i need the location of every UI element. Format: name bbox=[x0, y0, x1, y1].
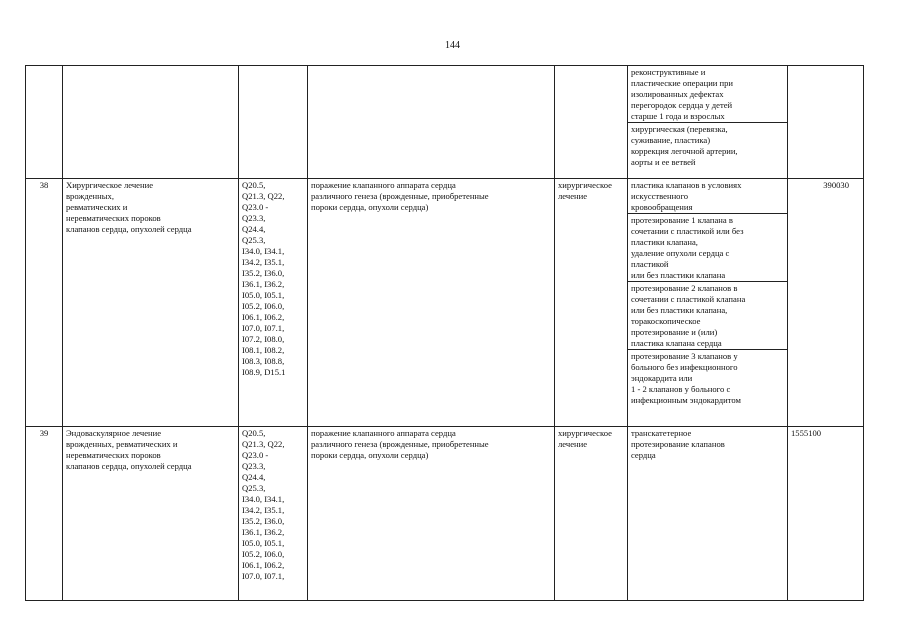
row-number: 39 bbox=[26, 427, 63, 601]
table-row bbox=[26, 66, 864, 179]
row-number bbox=[26, 66, 63, 179]
cost-value: 390030 bbox=[788, 179, 864, 427]
treatment-methods bbox=[628, 179, 788, 427]
treatment-type: хирургическое лечение bbox=[555, 179, 628, 427]
treatment-method: реконструктивные и пластические операции при изолированных дефектах перегородок сердца у детей старше 1 года и взрослых bbox=[631, 67, 734, 121]
treatment-name bbox=[63, 66, 239, 179]
patient-model bbox=[308, 66, 555, 179]
icd-codes: Q20.5, Q21.3, Q22, Q23.0 - Q23.3, Q24.4, Q25.3, I34.0, I34.1, I34.2, I35.1, I35.2, I36.0, I36.1, I36.2, I05.0, I05.1, I05.2, I06.0, I06.1, I06.2, I07.0, I07.1, I07.2, I08.0, I08.1, I08.2, I08.3, I08.8, I08.9, D15.1 bbox=[239, 179, 308, 427]
treatment-type bbox=[555, 66, 628, 179]
cost-value: 1555100 bbox=[788, 427, 864, 601]
treatment-method: протезирование 3 клапанов у больного без инфекционного эндокардита или 1 - 2 клапанов у больного с инфекционным эндокардитом bbox=[628, 349, 787, 406]
treatment-methods bbox=[628, 66, 788, 179]
treatment-method: транскатетерное протезирование клапанов сердца bbox=[631, 428, 725, 460]
table-row bbox=[26, 179, 864, 427]
treatment-method: протезирование 1 клапана в сочетании с пластикой или без пластики клапана, удаление опухоли сердца с пластикой или без пластики клапана bbox=[628, 213, 787, 281]
row-number: 38 bbox=[26, 179, 63, 427]
treatment-method: пластика клапанов в условиях искусственного кровообращения bbox=[631, 180, 742, 212]
treatment-name: Эндоваскулярное лечение врожденных, ревматических и неревматических пороков клапанов сердца, опухолей сердца bbox=[63, 427, 239, 601]
page-number: 144 bbox=[445, 40, 460, 51]
table-row bbox=[26, 427, 864, 601]
treatment-name: Хирургическое лечение врожденных, ревматических и неревматических пороков клапанов сердца, опухолей сердца bbox=[63, 179, 239, 427]
icd-codes bbox=[239, 66, 308, 179]
patient-model: поражение клапанного аппарата сердца различного генеза (врожденные, приобретенные пороки сердца, опухоли сердца) bbox=[308, 179, 555, 427]
treatment-type: хирургическое лечение bbox=[555, 427, 628, 601]
icd-codes: Q20.5, Q21.3, Q22, Q23.0 - Q23.3, Q24.4, Q25.3, I34.0, I34.1, I34.2, I35.1, I35.2, I36.0, I36.1, I36.2, I05.0, I05.1, I05.2, I06.0, I06.1, I06.2, I07.0, I07.1, bbox=[239, 427, 308, 601]
treatment-methods bbox=[628, 427, 788, 601]
cost-value bbox=[788, 66, 864, 179]
treatment-table bbox=[25, 65, 864, 601]
treatment-method: хирургическая (перевязка, суживание, пластика) коррекция легочной артерии, аорты и ее ветвей bbox=[628, 122, 787, 168]
treatment-method: протезирование 2 клапанов в сочетании с пластикой клапана или без пластики клапана, торакоскопическое протезирование и (или) пластика клапана сердца bbox=[628, 281, 787, 349]
patient-model: поражение клапанного аппарата сердца различного генеза (врожденные, приобретенные пороки сердца, опухоли сердца) bbox=[308, 427, 555, 601]
